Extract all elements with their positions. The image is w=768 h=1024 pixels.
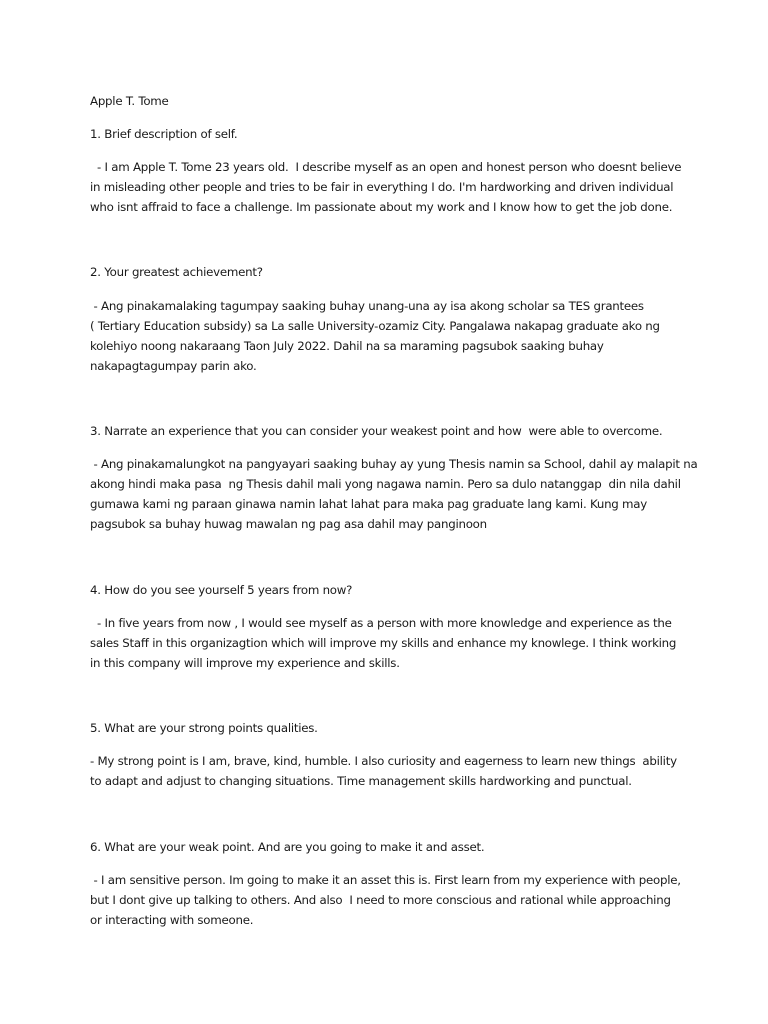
answer-2-line-1: - Ang pinakamalaking tagumpay saaking buhay unang-una ay isa akong scholar sa TES grantees (90, 299, 644, 313)
answer-6-line-2: but I dont give up talking to others. And also I need to more conscious and rational while approaching (90, 893, 671, 907)
answer-2-line-4: nakapagtagumpay parin ako. (90, 359, 257, 373)
answer-4-line-2: sales Staff in this organizagtion which will improve my skills and enhance my knowlege. I think working (90, 636, 677, 650)
question-3: 3. Narrate an experience that you can consider your weakest point and how were able to overcome. (90, 424, 663, 438)
question-6: 6. What are your weak point. And are you going to make it and asset. (90, 840, 485, 854)
answer-5-line-2: to adapt and adjust to changing situations. Time management skills hardworking and punctual. (90, 774, 632, 788)
answer-3-line-1: - Ang pinakamalungkot na pangyayari saaking buhay ay yung Thesis namin sa School, dahil ay malapit na (90, 457, 698, 471)
answer-6-line-3: or interacting with someone. (90, 913, 254, 927)
answer-6-line-1: - I am sensitive person. Im going to make it an asset this is. First learn from my experience with people, (90, 873, 681, 887)
answer-1-line-2: in misleading other people and tries to be fair in everything I do. I'm hardworking and driven individual (90, 180, 674, 194)
question-2: 2. Your greatest achievement? (90, 265, 263, 279)
answer-4-line-1: - In five years from now , I would see myself as a person with more knowledge and experience as the (90, 616, 672, 630)
answer-4-line-3: in this company will improve my experience and skills. (90, 656, 400, 670)
answer-5-line-1: - My strong point is I am, brave, kind, humble. I also curiosity and eagerness to learn new things ability (90, 754, 677, 768)
question-4: 4. How do you see yourself 5 years from now? (90, 583, 353, 597)
author-name: Apple T. Tome (90, 94, 169, 108)
answer-3-line-3: gumawa kami ng paraan ginawa namin lahat lahat para maka pag graduate lang kami. Kung may (90, 497, 647, 511)
question-5: 5. What are your strong points qualities. (90, 721, 318, 735)
answer-2-line-3: kolehiyo noong nakaraang Taon July 2022. Dahil na sa maraming pagsubok saaking buhay (90, 339, 604, 353)
question-1: 1. Brief description of self. (90, 127, 238, 141)
answer-3-line-4: pagsubok sa buhay huwag mawalan ng pag asa dahil may panginoon (90, 517, 487, 531)
answer-2-line-2: ( Tertiary Education subsidy) sa La salle University-ozamiz City. Pangalawa nakapag graduate ako ng (90, 319, 660, 333)
answer-1-line-3: who isnt affraid to face a challenge. Im passionate about my work and I know how to get the job done. (90, 200, 673, 214)
answer-3-line-2: akong hindi maka pasa ng Thesis dahil mali yong nagawa namin. Pero sa dulo natanggap din nila dahil (90, 477, 681, 491)
answer-1-line-1: - I am Apple T. Tome 23 years old. I describe myself as an open and honest person who doesnt believe (90, 160, 682, 174)
